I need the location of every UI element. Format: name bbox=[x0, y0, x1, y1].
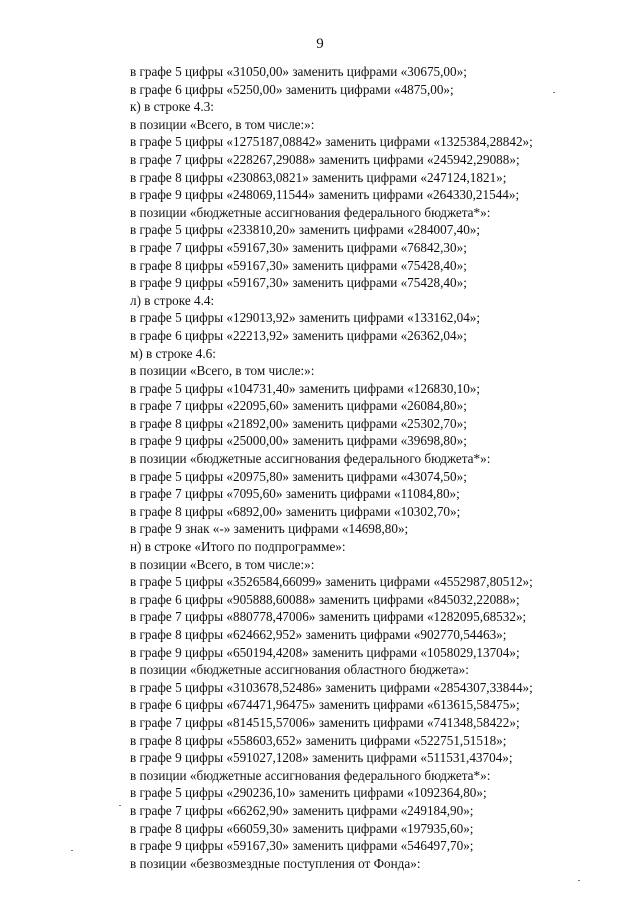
text-line: в графе 6 цифры «674471,96475» заменить цифрами «613615,58475»; bbox=[130, 697, 520, 713]
text-line: в графе 7 цифры «228267,29088» заменить цифрами «245942,29088»; bbox=[130, 151, 520, 167]
text-line: м) в строке 4.6: bbox=[130, 345, 216, 361]
text-line: в графе 5 цифры «3103678,52486» заменить цифрами «2854307,33844»; bbox=[130, 679, 533, 695]
text-line: в графе 9 цифры «591027,1208» заменить цифрами «511531,43704»; bbox=[130, 750, 513, 766]
text-line: н) в строке «Итого по подпрограмме»: bbox=[130, 539, 346, 555]
text-line: в графе 9 цифры «248069,11544» заменить цифрами «264330,21544»; bbox=[130, 187, 520, 203]
text-line: в графе 6 цифры «5250,00» заменить цифрами «4875,00»; bbox=[130, 81, 454, 97]
text-line: в графе 7 цифры «59167,30» заменить цифрами «76842,30»; bbox=[130, 239, 467, 255]
text-line: в графе 8 цифры «59167,30» заменить цифрами «75428,40»; bbox=[130, 257, 467, 273]
text-line: в графе 8 цифры «6892,00» заменить цифрами «10302,70»; bbox=[130, 503, 461, 519]
text-line: в графе 5 цифры «31050,00» заменить цифрами «30675,00»; bbox=[130, 64, 467, 79]
text-line: в графе 7 цифры «7095,60» заменить цифрами «11084,80»; bbox=[130, 486, 460, 502]
text-line: в графе 6 цифры «22213,92» заменить цифрами «26362,04»; bbox=[130, 327, 467, 343]
text-line: в графе 5 цифры «3526584,66099» заменить цифрами «4552987,80512»; bbox=[130, 574, 533, 590]
text-line: в графе 5 цифры «104731,40» заменить цифрами «126830,10»; bbox=[130, 380, 481, 396]
scan-speck bbox=[578, 880, 580, 881]
text-line: в позиции «бюджетные ассигнования федерального бюджета*»: bbox=[130, 767, 491, 783]
scan-speck bbox=[553, 92, 555, 93]
text-line: в позиции «бюджетные ассигнования областного бюджета»: bbox=[130, 662, 469, 678]
text-line: в позиции «безвозмездные поступления от Фонда»: bbox=[130, 855, 421, 871]
text-line: в позиции «бюджетные ассигнования федерального бюджета*»: bbox=[130, 451, 491, 467]
text-line: в графе 9 цифры «59167,30» заменить цифрами «546497,70»; bbox=[130, 838, 474, 854]
amendment-list bbox=[130, 63, 610, 872]
text-line: в графе 9 цифры «650194,4208» заменить цифрами «1058029,13704»; bbox=[130, 644, 520, 660]
text-line: в позиции «бюджетные ассигнования федерального бюджета*»: bbox=[130, 204, 491, 220]
text-line: в позиции «Всего, в том числе:»: bbox=[130, 363, 315, 379]
text-line: в графе 8 цифры «21892,00» заменить цифрами «25302,70»; bbox=[130, 415, 467, 431]
text-line: в графе 8 цифры «66059,30» заменить цифрами «197935,60»; bbox=[130, 820, 474, 836]
text-line: в графе 9 знак «-» заменить цифрами «14698,80»; bbox=[130, 521, 409, 537]
text-line: в графе 6 цифры «905888,60088» заменить цифрами «845032,22088»; bbox=[130, 591, 520, 607]
text-line: в графе 5 цифры «1275187,08842» заменить цифрами «1325384,28842»; bbox=[130, 134, 533, 150]
text-line: в графе 5 цифры «290236,10» заменить цифрами «1092364,80»; bbox=[130, 785, 487, 801]
text-line: в позиции «Всего, в том числе:»: bbox=[130, 116, 315, 132]
text-line: в графе 7 цифры «22095,60» заменить цифрами «26084,80»; bbox=[130, 398, 467, 414]
text-line: в графе 5 цифры «233810,20» заменить цифрами «284007,40»; bbox=[130, 222, 481, 238]
text-line: в графе 8 цифры «230863,0821» заменить цифрами «247124,1821»; bbox=[130, 169, 507, 185]
text-line: в графе 5 цифры «129013,92» заменить цифрами «133162,04»; bbox=[130, 310, 481, 326]
text-line: л) в строке 4.4: bbox=[130, 292, 215, 308]
text-line: в графе 9 цифры «25000,00» заменить цифрами «39698,80»; bbox=[130, 433, 467, 449]
text-line: в графе 5 цифры «20975,80» заменить цифрами «43074,50»; bbox=[130, 468, 467, 484]
scan-speck bbox=[71, 850, 73, 851]
text-line: в графе 8 цифры «558603,652» заменить цифрами «522751,51518»; bbox=[130, 732, 507, 748]
scan-speck bbox=[119, 805, 121, 806]
text-line: в позиции «Всего, в том числе:»: bbox=[130, 556, 315, 572]
text-line: в графе 7 цифры «880778,47006» заменить цифрами «1282095,68532»; bbox=[130, 609, 527, 625]
text-line: в графе 8 цифры «624662,952» заменить цифрами «902770,54463»; bbox=[130, 627, 507, 642]
text-line: в графе 7 цифры «814515,57006» заменить цифрами «741348,58422»; bbox=[130, 714, 520, 730]
text-line: в графе 7 цифры «66262,90» заменить цифрами «249184,90»; bbox=[130, 802, 474, 818]
text-line: в графе 9 цифры «59167,30» заменить цифрами «75428,40»; bbox=[130, 275, 467, 291]
text-line: к) в строке 4.3: bbox=[130, 99, 214, 115]
page-number: 9 bbox=[316, 36, 324, 52]
